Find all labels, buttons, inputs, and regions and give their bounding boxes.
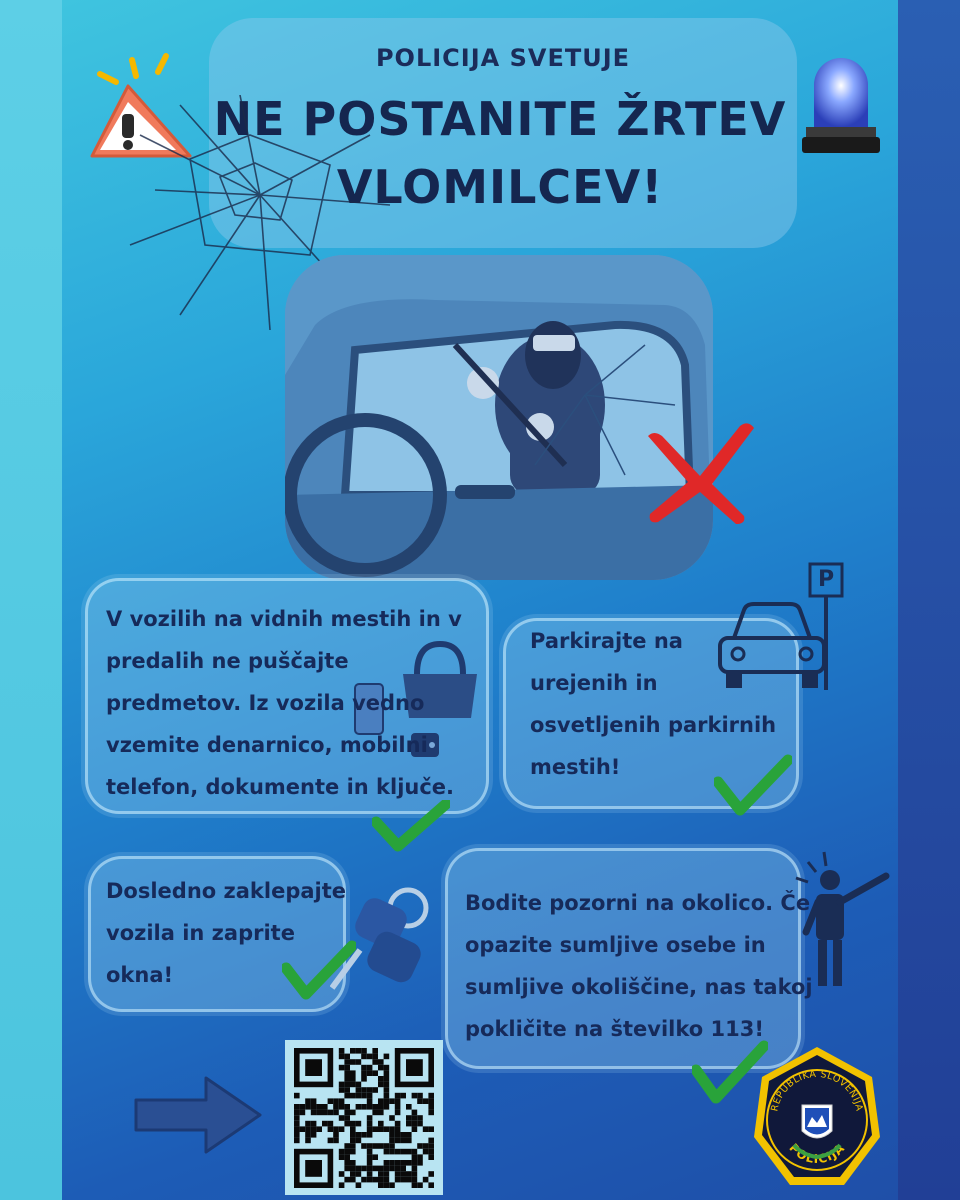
red-x-icon — [640, 418, 756, 526]
qr-code[interactable] — [285, 1040, 443, 1195]
check-icon — [372, 800, 450, 854]
tip-text-valuables-3: predmetov. Iz vozila vedno — [106, 691, 425, 715]
page-title-line-1: NE POSTANITE ŽRTEV — [213, 92, 787, 146]
kicker-text: POLICIJA SVETUJE — [375, 44, 631, 72]
tip-text-valuables-1: V vozilih na vidnih mestih in v — [106, 607, 462, 631]
tip-text-surroundings-3: sumljive okoliščine, nas takoj — [465, 975, 813, 999]
police-badge-logo — [752, 1045, 882, 1190]
badge-bottom-text: POLICIJA — [786, 1140, 848, 1167]
tip-text-parking-4: mestih! — [530, 755, 621, 779]
tip-text-parking-2: urejenih in — [530, 671, 658, 695]
tip-text-locking-3: okna! — [106, 963, 174, 987]
tip-text-surroundings-4: pokličite na številko 113! — [465, 1017, 764, 1041]
tip-text-parking-3: osvetljenih parkirnih — [530, 713, 777, 737]
tip-text-valuables-5: telefon, dokumente in ključe. — [106, 775, 455, 799]
car-icon — [714, 598, 830, 693]
tip-text-locking-2: vozila in zaprite — [106, 921, 295, 945]
police-siren-icon — [800, 55, 882, 160]
tip-text-surroundings-1: Bodite pozorni na okolico. Če — [465, 891, 811, 915]
parking-sign-letter: P — [817, 567, 835, 592]
tip-text-locking-1: Dosledno zaklepajte — [106, 879, 347, 903]
tip-text-surroundings-2: opazite sumljive osebe in — [465, 933, 766, 957]
right-margin — [898, 0, 960, 1200]
tip-text-valuables-4: vzemite denarnico, mobilni — [106, 733, 428, 757]
tip-text-valuables-2: predalih ne puščajte — [106, 649, 349, 673]
check-icon — [714, 754, 792, 818]
badge-top-text: REPUBLIKA SLOVENIJA — [769, 1068, 865, 1113]
check-icon — [282, 940, 356, 1002]
left-margin — [0, 0, 62, 1200]
arrow-right-icon — [132, 1074, 264, 1156]
page-title-line-2: VLOMILCEV! — [336, 160, 664, 214]
tip-text-parking-1: Parkirajte na — [530, 629, 683, 653]
